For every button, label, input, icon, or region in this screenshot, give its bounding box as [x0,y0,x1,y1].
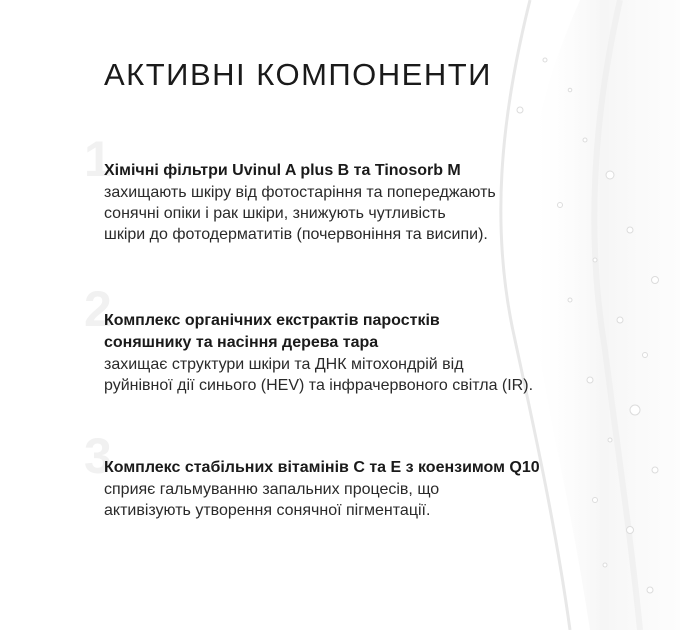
component-item-1 [84,131,584,245]
item-number: 2 [84,281,112,337]
item-description: захищає структури шкіри та ДНК мітохондрій від руйнівної дії синього (HEV) та інфрачервоного світла (IR). [104,356,534,394]
item-heading: Комплекс стабільних вітамінів С та Е з коензимом Q10 [104,459,540,476]
item-heading: Хімічні фільтри Uvinul A plus B та Tinosorb M [104,162,461,179]
component-item-2 [84,281,584,396]
item-number: 1 [84,131,112,187]
item-description: сприяє гальмуванню запальних процесів, що активізують утворення сонячної пігментації. [104,481,440,519]
item-number: 3 [84,428,112,484]
page-title: АКТИВНІ КОМПОНЕНТИ [104,57,492,92]
item-heading: Комплекс органічних екстрактів паростків соняшнику та насіння дерева тара [104,312,440,351]
item-description: захищають шкіру від фотостаріння та попереджають сонячні опіки і рак шкіри, знижують чутливість шкіри до фотодерматитів (почервоніння та висипи). [104,184,496,243]
component-item-3 [84,428,584,521]
